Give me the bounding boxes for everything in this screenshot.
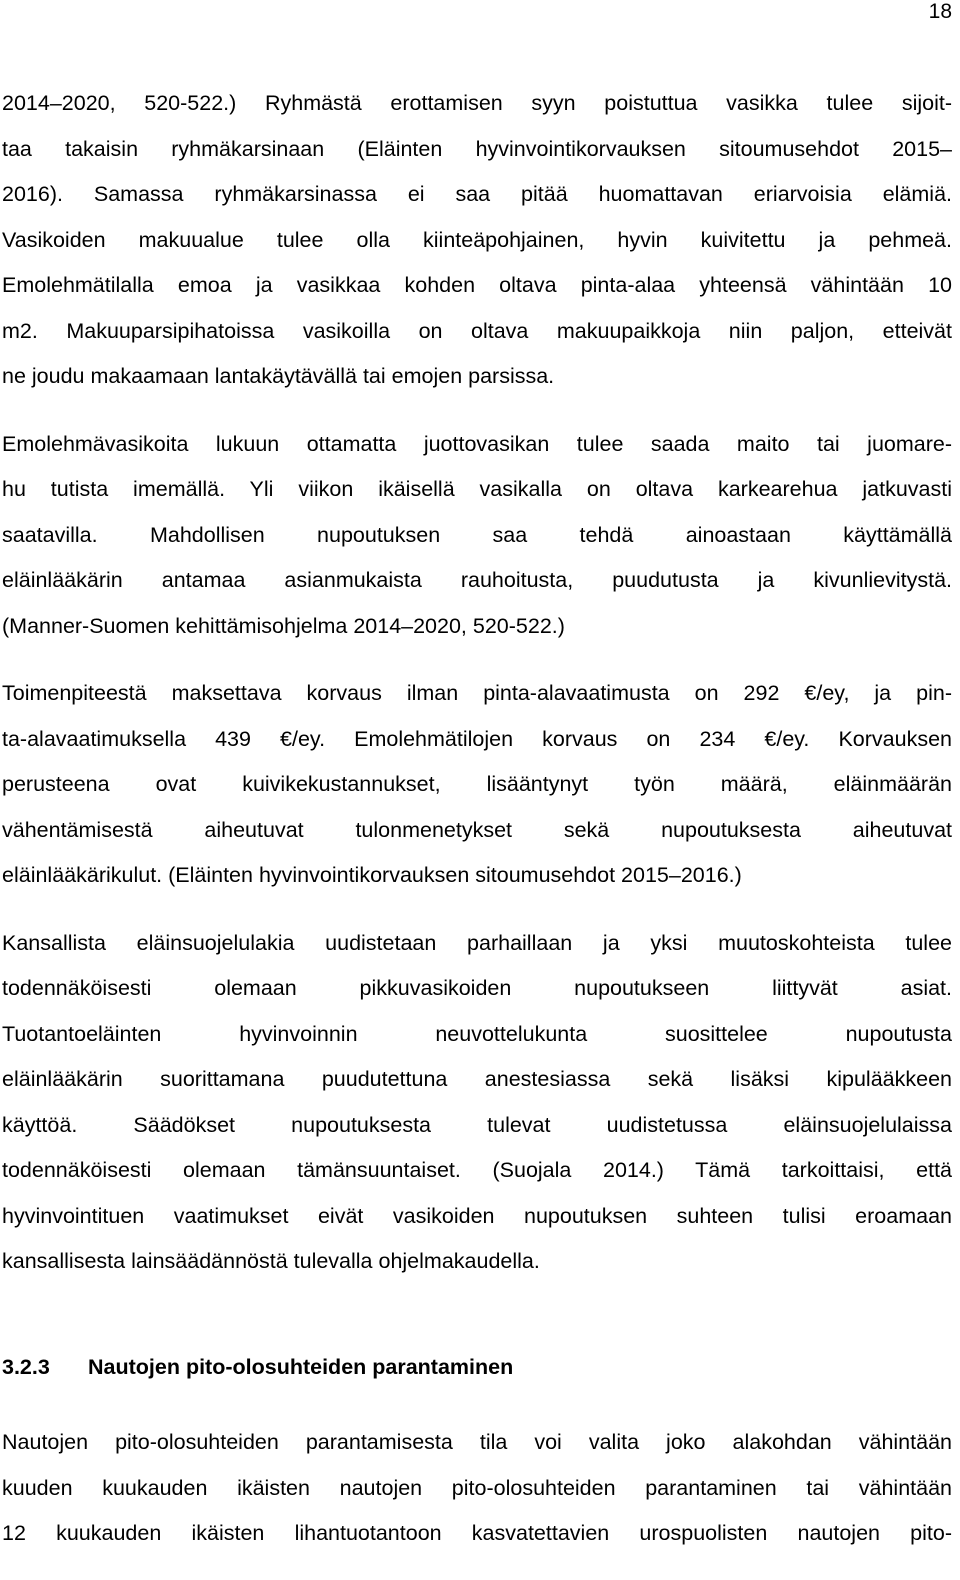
- text-line: Nautojen pito-olosuhteiden parantamisesta tila voi valita joko alakohdan vähintään: [2, 1430, 952, 1454]
- text-line: eläinlääkärin antamaa asianmukaista rauhoitusta, puudutusta ja kivunlievitystä.: [2, 568, 952, 592]
- paragraph-compensation: [2, 671, 952, 899]
- text-line: m2. Makuuparsipihatoissa vasikoilla on oltava makuupaikkoja niin paljon, etteivät: [2, 318, 952, 343]
- text-line: todennäköisesti olemaan pikkuvasikoiden nupoutukseen liittyvät asiat.: [2, 976, 952, 1000]
- text-line: Tuotantoeläinten hyvinvoinnin neuvottelukunta suosittelee nupoutusta: [2, 1021, 952, 1046]
- text-line: eläinlääkärikulut. (Eläinten hyvinvointikorvauksen sitoumusehdot 2015–2016.): [2, 863, 742, 887]
- paragraph-calf-feeding: [2, 422, 952, 650]
- text-line: hu tutista imemällä. Yli viikon ikäisellä vasikalla on oltava karkearehua jatkuvasti: [2, 477, 952, 501]
- text-line: ta-alavaatimuksella 439 €/ey. Emolehmätilojen korvaus on 234 €/ey. Korvauksen: [2, 726, 952, 751]
- paragraph-cattle-conditions: [2, 1420, 952, 1557]
- text-line: Vasikoiden makuualue tulee olla kiinteäpohjainen, hyvin kuivitettu ja pehmeä.: [2, 227, 952, 252]
- text-line: 12 kuukauden ikäisten lihantuotantoon kasvatettavien urospuolisten nautojen pito-: [2, 1521, 952, 1545]
- text-line: eläinlääkärin suorittamana puudutettuna anestesiassa sekä lisäksi kipulääkkeen: [2, 1067, 952, 1091]
- page-number: 18: [928, 0, 952, 23]
- section-number: 3.2.3: [2, 1354, 50, 1379]
- text-line: kansallisesta lainsäädännöstä tulevalla ohjelmakaudella.: [2, 1249, 540, 1273]
- text-line: hyvinvointituen vaatimukset eivät vasikoiden nupoutuksen suhteen tulisi eroamaan: [2, 1203, 952, 1228]
- text-line: saatavilla. Mahdollisen nupoutuksen saa tehdä ainoastaan käyttämällä: [2, 522, 952, 547]
- document-body: [2, 81, 952, 1557]
- text-line: taa takaisin ryhmäkarsinaan (Eläinten hyvinvointikorvauksen sitoumusehdot 2015–: [2, 136, 952, 161]
- text-line: Emolehmätilalla emoa ja vasikkaa kohden oltava pinta-alaa yhteensä vähintään 10: [2, 273, 952, 297]
- text-line: perusteena ovat kuivikekustannukset, lisääntynyt työn määrä, eläinmäärän: [2, 772, 952, 796]
- text-line: käyttöä. Säädökset nupoutuksesta tulevat uudistetussa eläinsuojelulaissa: [2, 1112, 952, 1137]
- text-line: 2016). Samassa ryhmäkarsinassa ei saa pitää huomattavan eriarvoisia elämiä.: [2, 182, 952, 206]
- text-line: ne joudu makaamaan lantakäytävällä tai emojen parsissa.: [2, 364, 555, 388]
- text-line: todennäköisesti olemaan tämänsuuntaiset. (Suojala 2014.) Tämä tarkoittaisi, että: [2, 1158, 952, 1182]
- paragraph-calf-housing: [2, 81, 952, 400]
- text-line: (Manner-Suomen kehittämisohjelma 2014–2020, 520-522.): [2, 613, 565, 638]
- text-line: Toimenpiteestä maksettava korvaus ilman pinta-alavaatimusta on 292 €/ey, ja pin-: [2, 681, 952, 705]
- text-line: vähentämisestä aiheutuvat tulonmenetykset sekä nupoutuksesta aiheutuvat: [2, 817, 952, 842]
- section-heading: [2, 1345, 952, 1391]
- paragraph-animal-welfare-law: [2, 921, 952, 1285]
- section-title: Nautojen pito-olosuhteiden parantaminen: [88, 1354, 514, 1379]
- text-line: 2014–2020, 520-522.) Ryhmästä erottamisen syyn poistuttua vasikka tulee sijoit-: [2, 91, 952, 115]
- text-line: Kansallista eläinsuojelulakia uudistetaan parhaillaan ja yksi muutoskohteista tulee: [2, 930, 952, 955]
- text-line: kuuden kuukauden ikäisten nautojen pito-olosuhteiden parantaminen tai vähintään: [2, 1475, 952, 1500]
- text-line: Emolehmävasikoita lukuun ottamatta juottovasikan tulee saada maito tai juomare-: [2, 431, 952, 456]
